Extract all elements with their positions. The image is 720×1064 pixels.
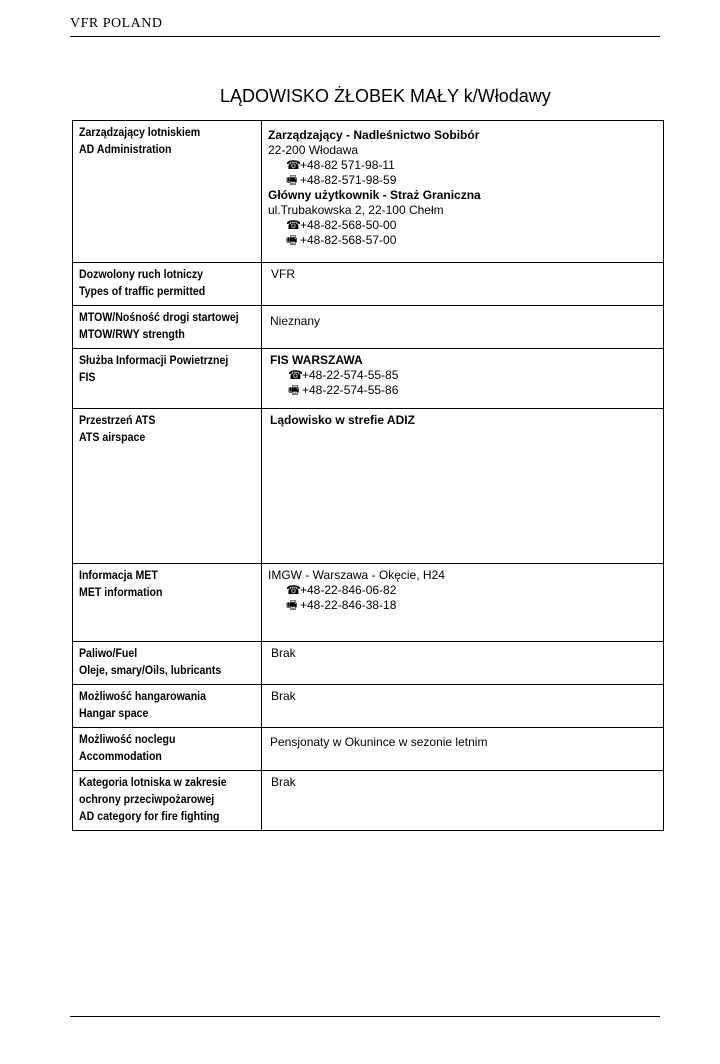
footer-divider (70, 1016, 660, 1017)
row-label (73, 349, 262, 409)
table-row-traffic (73, 263, 664, 306)
row-value (262, 564, 664, 642)
row-label (73, 121, 262, 263)
row-value: Pensjonaty w Okunince w sezonie letnim (262, 728, 664, 771)
table-row-fire-fighting (73, 771, 664, 831)
label-en: AD Administration (79, 144, 172, 156)
row-value: Brak (262, 771, 664, 831)
label-pl: Paliwo/Fuel (79, 648, 138, 660)
label-en: FIS (79, 372, 96, 384)
main-user-phone: +48-82-568-50-00 (300, 218, 397, 232)
met-phone: +48-22-846-06-82 (300, 583, 397, 597)
label-pl: Możliwość noclegu (79, 734, 176, 746)
phone-icon: ☎ (288, 368, 303, 382)
fis-name: FIS WARSZAWA (270, 353, 363, 367)
label-en: ATS airspace (79, 432, 146, 444)
label-pl: Informacja MET (79, 570, 158, 582)
label-pl: Służba Informacji Powietrznej (79, 355, 229, 367)
aerodrome-info-table (72, 120, 664, 831)
table-row-mtow (73, 306, 664, 349)
row-value (262, 121, 664, 263)
table-row-fis (73, 349, 664, 409)
operator-address: 22-200 Włodawa (268, 143, 359, 157)
fax-icon: 🖷 (286, 598, 298, 612)
row-label (73, 564, 262, 642)
label-pl: Przestrzeń ATS (79, 415, 156, 427)
main-user-address: ul.Trubakowska 2, 22-100 Chełm (268, 203, 444, 217)
row-label (73, 685, 262, 728)
label-en: MTOW/RWY strength (79, 329, 185, 341)
row-value: Nieznany (262, 306, 664, 349)
label-pl: Zarządzający lotniskiem (79, 127, 201, 139)
phone-icon: ☎ (286, 158, 301, 172)
fis-phone: +48-22-574-55-85 (302, 368, 399, 382)
page-title: LĄDOWISKO ŻŁOBEK MAŁY k/Włodawy (220, 86, 551, 106)
fax-icon: 🖷 (286, 173, 298, 187)
row-label (73, 306, 262, 349)
label-en: MET information (79, 587, 163, 599)
table-row-accommodation (73, 728, 664, 771)
label-en: AD category for fire fighting (79, 811, 220, 823)
main-user-fax: +48-82-568-57-00 (300, 233, 397, 247)
table-row-administration (73, 121, 664, 263)
label-en: Accommodation (79, 751, 162, 763)
table-row-hangar (73, 685, 664, 728)
table-row-ats (73, 409, 664, 564)
met-fax: +48-22-846-38-18 (300, 598, 397, 612)
row-value (262, 349, 664, 409)
fax-icon: 🖷 (286, 233, 298, 247)
row-label (73, 642, 262, 685)
row-value: Lądowisko w strefie ADIZ (262, 409, 664, 564)
label-pl: MTOW/Nośność drogi startowej (79, 312, 239, 324)
row-label (73, 728, 262, 771)
label-en: Types of traffic permitted (79, 286, 206, 298)
row-label (73, 263, 262, 306)
fax-icon: 🖷 (288, 383, 300, 397)
row-label (73, 771, 262, 831)
phone-icon: ☎ (286, 218, 301, 232)
table-row-fuel (73, 642, 664, 685)
table-row-met (73, 564, 664, 642)
label-pl-1: Kategoria lotniska w zakresie (79, 777, 227, 789)
phone-icon: ☎ (286, 583, 301, 597)
main-user-name: Główny użytkownik - Straż Graniczna (268, 188, 481, 202)
fis-fax: +48-22-574-55-86 (302, 383, 399, 397)
label-en: Hangar space (79, 708, 149, 720)
operator-phone: +48-82 571-98-11 (300, 158, 395, 172)
operator-name: Zarządzający - Nadleśnictwo Sobibór (268, 128, 480, 142)
met-provider: IMGW - Warszawa - Okęcie, H24 (268, 568, 445, 582)
label-pl: Dozwolony ruch lotniczy (79, 269, 204, 281)
header-divider (70, 36, 660, 37)
operator-fax: +48-82-571-98-59 (300, 173, 397, 187)
row-label (73, 409, 262, 564)
row-value: VFR (262, 263, 664, 306)
label-pl-2: ochrony przeciwpożarowej (79, 794, 215, 806)
row-value: Brak (262, 642, 664, 685)
row-value: Brak (262, 685, 664, 728)
label-en: Oleje, smary/Oils, lubricants (79, 665, 222, 677)
page-header: VFR POLAND (70, 16, 163, 31)
label-pl: Możliwość hangarowania (79, 691, 206, 703)
